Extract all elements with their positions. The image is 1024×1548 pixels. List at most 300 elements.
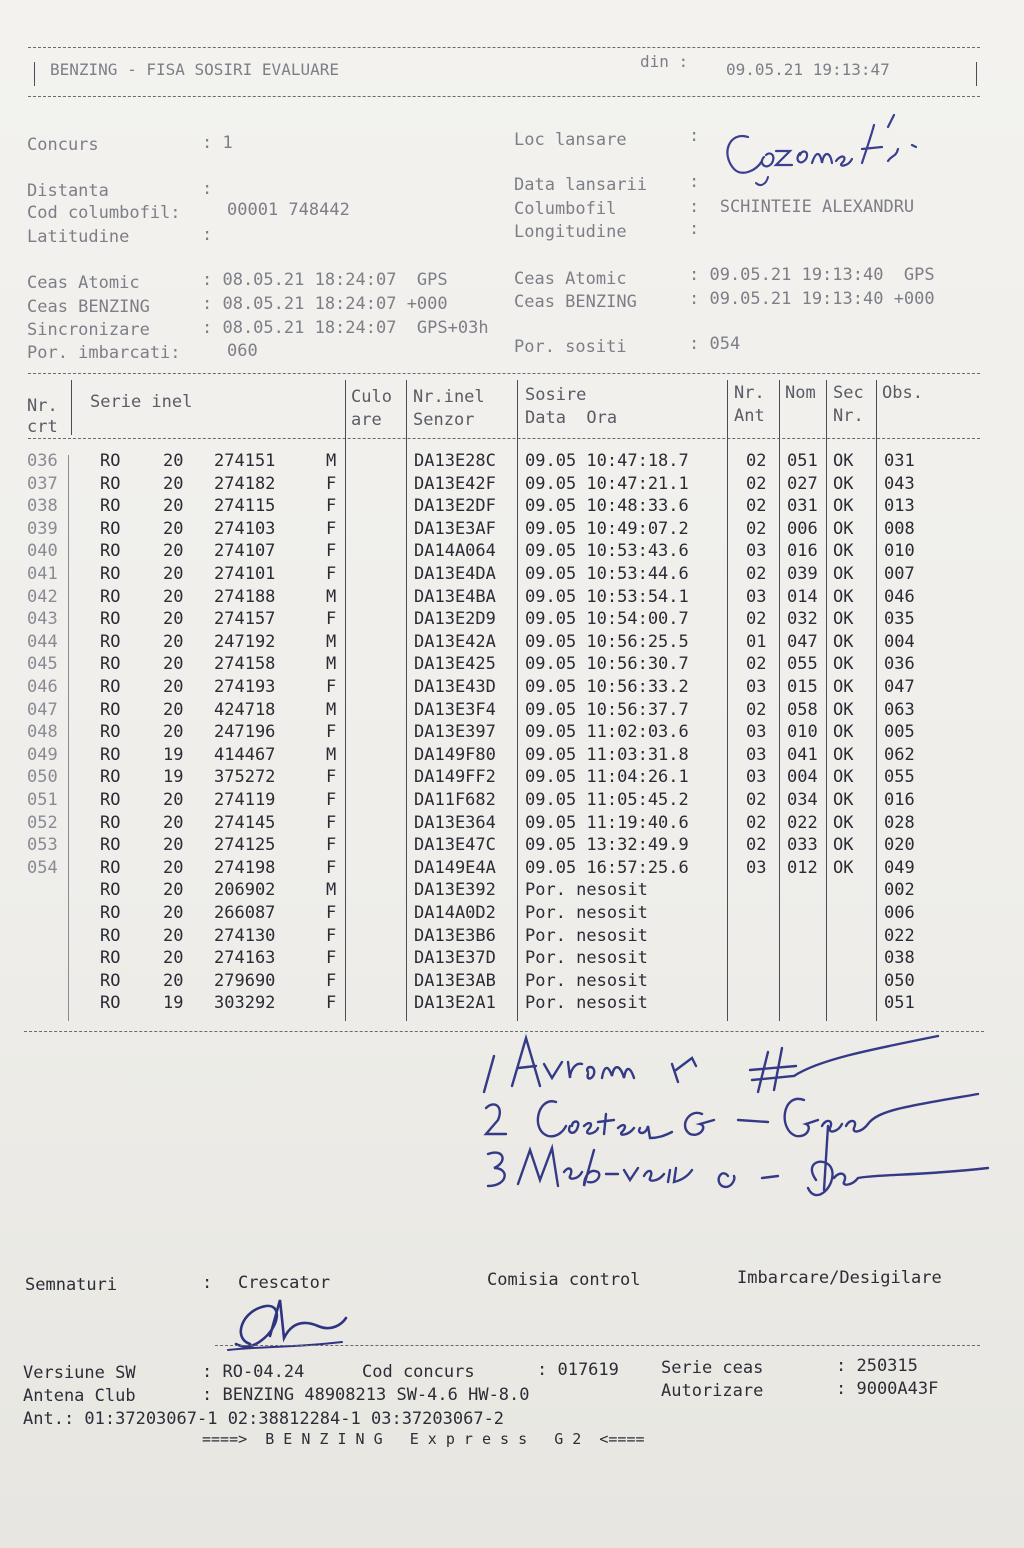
cell-num: 274151	[214, 451, 276, 471]
cell-sec: OK	[833, 790, 854, 810]
ceas-atomic-start-label: Ceas Atomic	[27, 273, 140, 293]
cell-yr: 20	[163, 903, 184, 923]
ceas-benzing-start-label: Ceas BENZING	[27, 297, 150, 317]
cell-obs: 050	[884, 970, 915, 991]
cell-sex: F	[326, 473, 337, 494]
report-title: BENZING - FISA SOSIRI EVALUARE	[50, 60, 339, 79]
cell-sex: M	[326, 631, 337, 652]
cell-nom: 015	[787, 677, 818, 697]
header-sosire: Sosire	[525, 385, 587, 405]
cell-sex: F	[326, 496, 337, 517]
table-row	[0, 903, 1024, 925]
cell-sen: DA149F80	[414, 744, 496, 765]
cell-yr: 20	[163, 564, 184, 584]
header-left-bar	[34, 62, 35, 86]
table-row	[0, 654, 1024, 676]
cell-arr: Por. nesosit	[525, 993, 648, 1014]
cell-num: 274107	[214, 541, 276, 562]
cell-ant: 02	[746, 699, 767, 720]
cell-sec: OK	[833, 677, 854, 697]
table-row	[0, 858, 1024, 880]
cell-crt: 050	[27, 767, 58, 788]
cell-obs: 028	[884, 812, 915, 833]
cell-num: 274157	[214, 609, 276, 630]
header-crt: crt	[27, 417, 58, 437]
sincronizare-label: Sincronizare	[27, 320, 150, 340]
cell-crt: 040	[27, 541, 58, 562]
cell-obs: 010	[884, 541, 915, 562]
loc-lansare-colon: :	[689, 126, 700, 146]
header-ant: Ant	[734, 406, 765, 426]
cell-nom: 041	[787, 744, 818, 765]
header-senzor: Senzor	[413, 410, 475, 430]
cell-yr: 20	[163, 970, 184, 991]
serie-ceas-value: : 250315	[836, 1356, 918, 1376]
cell-sex: F	[326, 541, 337, 562]
cell-crt: 045	[27, 654, 58, 675]
cell-obs: 036	[884, 654, 915, 675]
cell-yr: 20	[163, 631, 184, 652]
cell-sex: F	[326, 677, 337, 697]
cell-sex: F	[326, 812, 337, 833]
cell-obs: 013	[884, 496, 915, 517]
cell-arr: 09.05 10:56:25.5	[525, 631, 689, 652]
header-nom: Nom	[785, 383, 816, 403]
cell-yr: 19	[163, 744, 184, 765]
cell-crt: 043	[27, 609, 58, 630]
cell-sex: F	[326, 722, 337, 743]
antenna-ids: Ant.: 01:37203067-1 02:38812284-1 03:37203067-2	[23, 1409, 505, 1429]
report-din-label: din :	[640, 52, 689, 71]
data-lansarii-label: Data lansarii	[514, 175, 648, 195]
concurs-label: Concurs	[27, 135, 99, 155]
cell-obs: 022	[884, 925, 915, 946]
cell-crt: 037	[27, 473, 58, 494]
cell-ant: 02	[746, 609, 767, 630]
cell-num: 266087	[214, 903, 276, 923]
sincronizare-value: : 08.05.21 18:24:07 GPS+03h	[202, 318, 489, 338]
crescator-label: Crescator	[238, 1273, 331, 1293]
cell-num: 274130	[214, 925, 276, 946]
cell-sex: F	[326, 609, 337, 630]
cell-sen: DA13E43D	[414, 677, 496, 697]
cell-sec: OK	[833, 744, 854, 765]
cell-sex: M	[326, 586, 337, 607]
longitudine-value: :	[689, 219, 700, 239]
cell-obs: 007	[884, 564, 915, 584]
cell-obs: 005	[884, 722, 915, 743]
cell-sex: F	[326, 903, 337, 923]
cell-yr: 20	[163, 496, 184, 517]
cell-sen: DA13E3AB	[414, 970, 496, 991]
cell-sen: DA11F682	[414, 790, 496, 810]
cell-num: 247192	[214, 631, 276, 652]
por-sositi-label: Por. sositi	[514, 337, 627, 357]
cell-arr: 09.05 10:47:18.7	[525, 451, 689, 471]
ceas-atomic-end-value: : 09.05.21 19:13:40 GPS	[689, 265, 935, 285]
cell-ro: RO	[100, 903, 121, 923]
cell-crt: 036	[27, 451, 58, 471]
columbofil-value: : SCHINTEIE ALEXANDRU	[689, 197, 915, 217]
table-row	[0, 722, 1024, 744]
cell-ro: RO	[100, 586, 121, 607]
table-row	[0, 971, 1024, 993]
cell-obs: 020	[884, 835, 915, 856]
cell-sec: OK	[833, 654, 854, 675]
ceas-atomic-start-value: : 08.05.21 18:24:07 GPS	[202, 270, 448, 290]
cell-arr: 09.05 10:47:21.1	[525, 473, 689, 494]
header-nr-ant-top: Nr.	[734, 383, 765, 403]
cell-ant: 02	[746, 835, 767, 856]
cell-ro: RO	[100, 496, 121, 517]
cell-sec: OK	[833, 699, 854, 720]
cell-arr: 09.05 10:48:33.6	[525, 496, 689, 517]
cell-sex: M	[326, 451, 337, 471]
cell-sec: OK	[833, 812, 854, 833]
cell-ro: RO	[100, 812, 121, 833]
autorizare-label: Autorizare	[661, 1381, 764, 1401]
cell-ro: RO	[100, 518, 121, 539]
cell-num: 274182	[214, 473, 276, 494]
cell-ro: RO	[100, 835, 121, 856]
table-row	[0, 745, 1024, 767]
crescator-signature-svg	[222, 1292, 362, 1362]
ceas-benzing-start-value: : 08.05.21 18:24:07 +000	[202, 294, 448, 314]
header-top-border	[28, 47, 980, 48]
cell-yr: 20	[163, 699, 184, 720]
cell-ro: RO	[100, 631, 121, 652]
cod-columbofil-label: Cod columbofil:	[27, 203, 181, 223]
benzing-express-brand: ====> B E N Z I N G E x p r e s s G 2 <====	[202, 1430, 645, 1448]
cell-num: 303292	[214, 993, 276, 1014]
cell-nom: 034	[787, 790, 818, 810]
cell-crt: 042	[27, 586, 58, 607]
cell-obs: 035	[884, 609, 915, 630]
cell-ant: 03	[746, 722, 767, 743]
cell-ro: RO	[100, 699, 121, 720]
ceas-benzing-end-label: Ceas BENZING	[514, 292, 637, 312]
por-imbarcati-value: 060	[227, 341, 258, 361]
cell-nom: 032	[787, 609, 818, 630]
cell-nom: 022	[787, 812, 818, 833]
cell-ro: RO	[100, 609, 121, 630]
cell-yr: 20	[163, 880, 184, 901]
cell-ant: 02	[746, 790, 767, 810]
cell-sen: DA13E364	[414, 812, 496, 833]
data-lansarii-colon: :	[689, 172, 700, 192]
cell-sen: DA14A0D2	[414, 903, 496, 923]
cell-ant: 02	[746, 451, 767, 471]
header-culo: Culo	[351, 387, 392, 407]
cell-num: 274115	[214, 496, 276, 517]
cell-arr: 09.05 10:53:54.1	[525, 586, 689, 607]
cell-arr: 09.05 10:54:00.7	[525, 609, 689, 630]
cell-ant: 03	[746, 744, 767, 765]
ceas-atomic-end-label: Ceas Atomic	[514, 269, 627, 289]
cell-arr: Por. nesosit	[525, 948, 648, 969]
cell-sen: DA149E4A	[414, 857, 496, 878]
cell-yr: 20	[163, 857, 184, 878]
cell-arr: 09.05 10:53:43.6	[525, 541, 689, 562]
loc-lansare-handwriting	[712, 105, 952, 199]
handwritten-notes	[478, 1030, 998, 1234]
cell-crt: 038	[27, 496, 58, 517]
cell-sen: DA13E2A1	[414, 993, 496, 1014]
cell-crt: 049	[27, 744, 58, 765]
cell-crt: 041	[27, 564, 58, 584]
header-nr: Nr.	[27, 396, 58, 416]
cell-sec: OK	[833, 496, 854, 517]
cell-num: 414467	[214, 744, 276, 765]
cell-arr: Por. nesosit	[525, 880, 648, 901]
cell-yr: 20	[163, 835, 184, 856]
header-data-ora: Data Ora	[525, 408, 618, 428]
cell-ant: 03	[746, 541, 767, 562]
cell-arr: 09.05 11:04:26.1	[525, 767, 689, 788]
cell-ro: RO	[100, 880, 121, 901]
header-nr-inel: Nr.inel	[413, 387, 485, 407]
table-header-divider	[28, 438, 980, 439]
cell-obs: 055	[884, 767, 915, 788]
versiune-sw-label: Versiune SW	[23, 1363, 136, 1383]
antena-club-value: : BENZING 48908213 SW-4.6 HW-8.0	[202, 1385, 530, 1405]
cell-yr: 20	[163, 473, 184, 494]
cell-obs: 062	[884, 744, 915, 765]
cell-ant: 02	[746, 473, 767, 494]
header-bottom-border	[28, 96, 980, 97]
autorizare-value: : 9000A43F	[836, 1379, 939, 1399]
header-sec-nr: Nr.	[833, 406, 864, 426]
longitudine-label: Longitudine	[514, 222, 627, 242]
cell-num: 274103	[214, 518, 276, 539]
cell-sen: DA13E3AF	[414, 518, 496, 539]
cell-arr: Por. nesosit	[525, 903, 648, 923]
cell-ro: RO	[100, 654, 121, 675]
table-row	[0, 587, 1024, 609]
cell-ro: RO	[100, 744, 121, 765]
cell-yr: 20	[163, 925, 184, 946]
cell-nom: 014	[787, 586, 818, 607]
cell-arr: 09.05 10:49:07.2	[525, 518, 689, 539]
distanta-value: :	[202, 179, 213, 199]
versiune-sw-value: : RO-04.24	[202, 1362, 305, 1382]
cell-sen: DA13E425	[414, 654, 496, 675]
distanta-label: Distanta	[27, 181, 109, 201]
cell-sec: OK	[833, 564, 854, 584]
cell-arr: 09.05 11:03:31.8	[525, 744, 689, 765]
cell-sen: DA13E28C	[414, 451, 496, 471]
cell-arr: 09.05 10:53:44.6	[525, 564, 689, 584]
concurs-value: : 1	[202, 133, 233, 153]
table-row	[0, 700, 1024, 722]
cell-obs: 049	[884, 857, 915, 878]
cell-num: 424718	[214, 699, 276, 720]
cod-columbofil-value: 00001 748442	[227, 200, 350, 220]
handwritten-notes-svg	[478, 1030, 998, 1230]
cell-ant: 02	[746, 518, 767, 539]
table-row	[0, 564, 1024, 586]
cell-arr: 09.05 13:32:49.9	[525, 835, 689, 856]
cell-obs: 016	[884, 790, 915, 810]
cell-nom: 039	[787, 564, 818, 584]
cell-sex: M	[326, 880, 337, 901]
cell-crt: 051	[27, 790, 58, 810]
cell-ant: 03	[746, 677, 767, 697]
cell-sen: DA13E42A	[414, 631, 496, 652]
cell-ant: 03	[746, 857, 767, 878]
table-row	[0, 880, 1024, 902]
imbarcare-desigilare-label: Imbarcare/Desigilare	[737, 1268, 942, 1288]
cell-obs: 051	[884, 993, 915, 1014]
cell-ant: 02	[746, 812, 767, 833]
cell-crt: 044	[27, 631, 58, 652]
cell-nom: 031	[787, 496, 818, 517]
cell-sec: OK	[833, 586, 854, 607]
cell-sen: DA13E47C	[414, 835, 496, 856]
cell-sen: DA13E3B6	[414, 925, 496, 946]
cell-nom: 047	[787, 631, 818, 652]
cell-sex: F	[326, 993, 337, 1014]
semnaturi-label: Semnaturi	[25, 1275, 118, 1295]
por-imbarcati-label: Por. imbarcati:	[27, 343, 181, 363]
cell-ro: RO	[100, 970, 121, 991]
cell-crt: 052	[27, 812, 58, 833]
por-sositi-value: : 054	[689, 334, 741, 354]
antena-club-label: Antena Club	[23, 1386, 136, 1406]
cell-num: 274119	[214, 790, 276, 810]
cell-sex: F	[326, 767, 337, 788]
cell-nom: 051	[787, 451, 818, 471]
cell-ro: RO	[100, 790, 121, 810]
cell-sex: M	[326, 699, 337, 720]
cell-sex: F	[326, 518, 337, 539]
cell-nom: 016	[787, 541, 818, 562]
cell-ant: 01	[746, 631, 767, 652]
cell-ant: 02	[746, 496, 767, 517]
cell-yr: 20	[163, 677, 184, 697]
cell-ro: RO	[100, 925, 121, 946]
cell-yr: 20	[163, 790, 184, 810]
cell-nom: 055	[787, 654, 818, 675]
cell-num: 274158	[214, 654, 276, 675]
cell-arr: 09.05 16:57:25.6	[525, 857, 689, 878]
comisia-control-label: Comisia control	[487, 1270, 641, 1290]
cell-sen: DA13E2DF	[414, 496, 496, 517]
cell-sen: DA13E42F	[414, 473, 496, 494]
cell-sen: DA13E4BA	[414, 586, 496, 607]
cell-sec: OK	[833, 541, 854, 562]
cell-obs: 002	[884, 880, 915, 901]
cell-crt: 039	[27, 518, 58, 539]
cell-crt: 046	[27, 677, 58, 697]
cell-yr: 20	[163, 586, 184, 607]
table-row	[0, 451, 1024, 473]
cell-yr: 20	[163, 654, 184, 675]
cell-sec: OK	[833, 518, 854, 539]
cell-nom: 058	[787, 699, 818, 720]
cell-nom: 027	[787, 473, 818, 494]
table-row	[0, 835, 1024, 857]
cell-ant: 02	[746, 654, 767, 675]
table-row	[0, 790, 1024, 812]
cell-sen: DA13E397	[414, 722, 496, 743]
cell-yr: 20	[163, 609, 184, 630]
cell-nom: 004	[787, 767, 818, 788]
cell-yr: 20	[163, 451, 184, 471]
cell-nom: 033	[787, 835, 818, 856]
cell-sec: OK	[833, 473, 854, 494]
cell-obs: 043	[884, 473, 915, 494]
cell-sen: DA13E3F4	[414, 699, 496, 720]
cell-sex: F	[326, 948, 337, 969]
serie-ceas-label: Serie ceas	[661, 1358, 764, 1378]
cell-sex: F	[326, 857, 337, 878]
cell-ro: RO	[100, 564, 121, 584]
cell-arr: 09.05 10:56:33.2	[525, 677, 689, 697]
cell-ant: 03	[746, 586, 767, 607]
ceas-benzing-end-value: : 09.05.21 19:13:40 +000	[689, 289, 935, 309]
cell-num: 247196	[214, 722, 276, 743]
table-row	[0, 767, 1024, 789]
table-row	[0, 993, 1024, 1015]
cell-crt: 048	[27, 722, 58, 743]
cell-sec: OK	[833, 835, 854, 856]
cell-sen: DA14A064	[414, 541, 496, 562]
latitudine-label: Latitudine	[27, 227, 130, 247]
cell-yr: 20	[163, 722, 184, 743]
cell-nom: 012	[787, 857, 818, 878]
header-serie-inel: Serie inel	[90, 392, 193, 412]
table-top-border	[28, 373, 980, 374]
cell-obs: 046	[884, 586, 915, 607]
cell-obs: 031	[884, 451, 915, 471]
report-datetime: 09.05.21 19:13:47	[726, 60, 890, 79]
cell-arr: 09.05 11:02:03.6	[525, 722, 689, 743]
cell-num: 375272	[214, 767, 276, 788]
cell-nom: 010	[787, 722, 818, 743]
cod-concurs-label: Cod concurs	[362, 1362, 475, 1382]
cell-yr: 20	[163, 812, 184, 833]
cell-obs: 047	[884, 677, 915, 697]
cell-ro: RO	[100, 948, 121, 969]
cell-yr: 20	[163, 518, 184, 539]
semnaturi-colon: :	[202, 1273, 213, 1293]
cell-ro: RO	[100, 541, 121, 562]
cell-ant: 03	[746, 767, 767, 788]
cell-sec: OK	[833, 722, 854, 743]
cell-arr: Por. nesosit	[525, 925, 648, 946]
crescator-signature	[222, 1292, 362, 1366]
header-sec: Sec	[833, 383, 864, 403]
cell-num: 274125	[214, 835, 276, 856]
cell-obs: 008	[884, 518, 915, 539]
cell-arr: 09.05 10:56:37.7	[525, 699, 689, 720]
cell-arr: 09.05 11:05:45.2	[525, 790, 689, 810]
cell-sex: F	[326, 925, 337, 946]
cell-ro: RO	[100, 473, 121, 494]
cell-num: 206902	[214, 880, 276, 901]
cell-num: 279690	[214, 970, 276, 991]
footer-divider	[215, 1345, 980, 1346]
cell-obs: 006	[884, 903, 915, 923]
cell-yr: 19	[163, 993, 184, 1014]
cod-concurs-value: : 017619	[537, 1360, 619, 1380]
cell-sen: DA13E37D	[414, 948, 496, 969]
cell-sec: OK	[833, 857, 854, 878]
latitudine-value: :	[202, 225, 213, 245]
cell-num: 274163	[214, 948, 276, 969]
cell-yr: 20	[163, 948, 184, 969]
